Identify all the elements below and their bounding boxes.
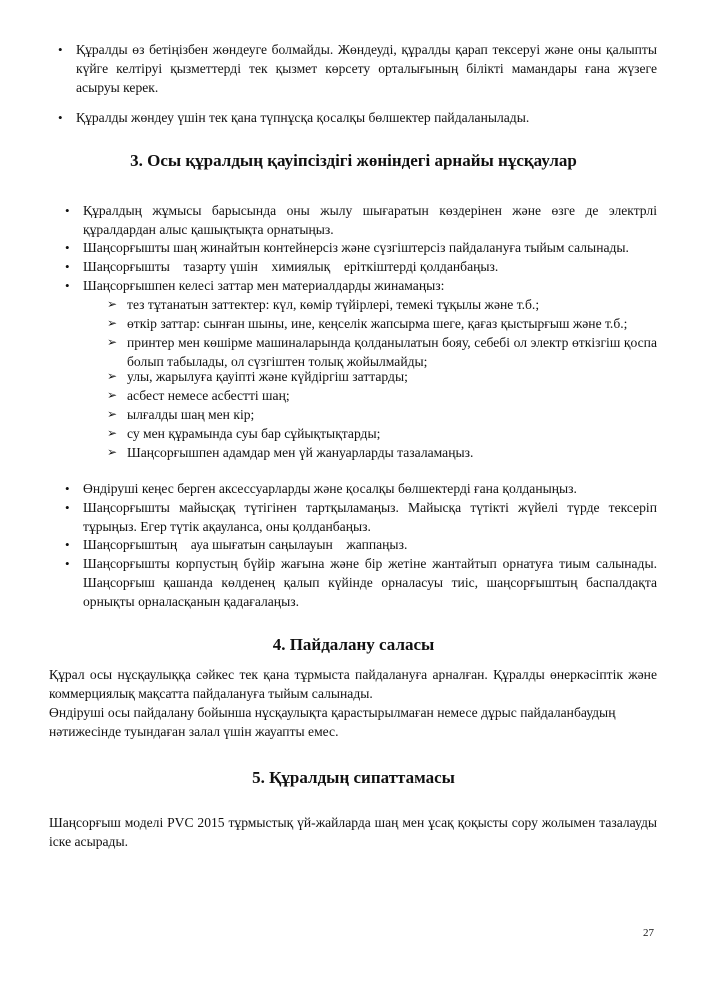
page-number: 27: [643, 927, 654, 939]
sub-list-item: ➢ өткір заттар: сынған шыны, ине, кеңселік жапсырма шеге, қағаз қыстырғыш және т.б.;: [127, 314, 657, 333]
paragraph: Құрал осы нұсқаулыққа сәйкес тек қана тұрмыста пайдалануға арналған. Құралды өнеркәсіптік және коммерциялық мақсатта пайдалануға тыйым салынады.: [49, 667, 657, 701]
paragraph: Шаңсорғыш моделі PVC 2015 тұрмыстық үй-жайларда шаң мен ұсақ қоқысты сору жолымен тазалауды іске асырады.: [49, 815, 657, 849]
sub-list-item: ➢ су мен құрамында суы бар сұйықтықтарды;: [127, 424, 657, 443]
list-item: • Құралды өз бетіңізбен жөндеуге болмайды. Жөндеуді, құралды қарап тексеруі және оны қалыпты күйге келтіруі қызметтерді тек қызмет көрсету орталығының білікті мамандары ғана жүзеге асыруы керек.: [76, 40, 657, 97]
section-5-heading: 5. Құралдың сипаттамасы: [252, 768, 455, 787]
sub-list-item: ➢ тез тұтанатын заттектер: күл, көмір түйірлері, темекі тұқылы және т.б.;: [127, 295, 657, 314]
list-item: • Шаңсорғышты шаң жинайтын контейнерсіз және сүзгіштерсіз пайдалануға тыйым салынады.: [83, 238, 657, 257]
list-item: • Шаңсорғышпен келесі заттар мен материалдарды жинамаңыз:: [83, 276, 657, 295]
list-item: • Құралдың жұмысы барысында оны жылу шығаратын көздерінен және өзге де электрлі құралдардан алыс қашықтықта орнатыңыз.: [83, 201, 657, 239]
list-item: • Құралды жөндеу үшін тек қана түпнұсқа қосалқы бөлшектер пайдаланылады.: [76, 108, 657, 127]
section-4-heading: 4. Пайдалану саласы: [272, 635, 435, 654]
paragraph: Өндіруші осы пайдалану бойынша нұсқаулықта қарастырылмаған немесе дұрыс пайдаланбаудың нәтижесінде туындаған залал үшін жауапты емес.: [49, 705, 616, 739]
list-item: • Өндіруші кеңес берген аксессуарларды және қосалқы бөлшектерді ғана қолданыңыз.: [83, 479, 657, 498]
list-item: • Шаңсорғышты майысқақ түтігінен тартқыламаңыз. Майысқа түтікті жүйелі түрде тексеріп тұрыңыз. Егер түтік ақауланса, оны қолданбаңыз.: [83, 498, 657, 536]
sub-list-item: ➢ принтер мен көшірме машиналарында қолданылатын бояу, себебі ол электр өткізгіш қоспа болып табылады, ол сүзгіштен толық жойылмайды;: [127, 333, 657, 371]
sub-list-item: ➢ ылғалды шаң мен кір;: [127, 405, 657, 424]
list-item: • Шаңсорғышты тазарту үшін химиялық еріткіштерді қолданбаңыз.: [83, 257, 657, 276]
sub-list-item: ➢ улы, жарылуға қауіпті және күйдіргіш заттарды;: [127, 367, 657, 386]
sub-list-item: ➢ асбест немесе асбестті шаң;: [127, 386, 657, 405]
sub-list-item: ➢ Шаңсорғышпен адамдар мен үй жануарларды тазаламаңыз.: [127, 443, 657, 462]
section-3-heading: 3. Осы құралдың қауіпсіздігі жөніндегі арнайы нұсқаулар: [130, 151, 577, 170]
list-item: • Шаңсорғыштың ауа шығатын саңылауын жаппаңыз.: [83, 535, 657, 554]
list-item: • Шаңсорғышты корпустың бүйір жағына және бір жетіне жантайтып орнатуға тиым салынады. Шаңсорғыш қашанда көлденең қалып күйінде орналасуы тиіс, шаңсорғыштың баспалдақта орнықты орналасқанын қадағалаңыз.: [83, 554, 657, 611]
